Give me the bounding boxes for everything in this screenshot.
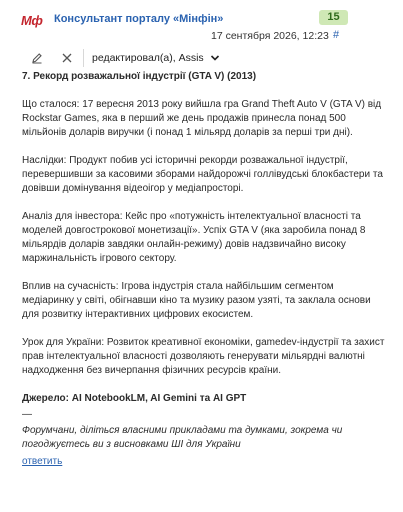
pencil-icon <box>31 52 43 64</box>
minfin-logo: Мф <box>21 13 43 28</box>
post-paragraph-consequences: Наслідки: Продукт побив усі історичні рекорди розважальної індустрії, перевершивши за касовими зборами найдорожчі голлівудські блокбастери та довівши домінування відеоігор у медіапросторі. <box>22 155 383 194</box>
post-paragraph-what-happened: Що сталося: 17 вересня 2013 року вийшла гра Grand Theft Auto V (GTA V) від Rockstar Games, яка в перший же день продажів принесла понад 500 мільйонів доларів виручки (і понад 1 мільярд доларів за перші три дні). <box>22 99 382 138</box>
post-divider: — <box>22 409 32 420</box>
chevron-down-icon <box>210 54 220 62</box>
permalink-hash[interactable]: # <box>333 29 340 41</box>
close-icon <box>61 52 73 64</box>
edited-by-dropdown[interactable] <box>83 49 229 67</box>
reply-link[interactable]: ответить <box>22 456 63 467</box>
post-note: Форумчани, діліться власними прикладами та думками, зокрема чи погоджуєтесь ви з висновками ШІ для України <box>22 425 343 450</box>
post-paragraph-modern-impact: Вплив на сучасність: Ігрова індустрія стала найбільшим сегментом медіаринку у світі, обігнавши кіно та музику разом узяті, та заклала основи для розвитку інтерактивних цифрових екосистем. <box>22 281 371 320</box>
author-link[interactable]: Консультант порталу «Мінфін» <box>54 13 224 25</box>
post-content <box>22 70 387 469</box>
post-title: 7. Рекорд розважальної індустрії (GTA V) (2013) <box>22 71 257 82</box>
delete-button[interactable] <box>58 49 76 67</box>
post-count-badge: 15 <box>319 10 348 25</box>
edited-by-label: редактировал(а), Assis <box>92 52 204 64</box>
edit-button[interactable] <box>28 49 46 67</box>
post-paragraph-ukraine-lesson: Урок для України: Розвиток креативної економіки, gamedev-індустрії та захист прав інтелектуальної власності дозволяють генерувати мільярдні валютні надходження без вичерпання фізичних ресурсів країни. <box>22 337 385 376</box>
post-paragraph-investor-analysis: Аналіз для інвестора: Кейс про «потужність інтелектуальної власності та моделей довгострокової монетизації». Успіх GTA V (яка заробила понад 8 мільярдів доларів завдяки онлайн-режиму) довів надзвичайно високу маржинальність ігрового сектору. <box>22 211 366 264</box>
post-timestamp: 17 сентября 2026, 12:23 <box>211 30 329 42</box>
post-source: Джерело: AI NotebookLM, AI Gemini та AI GPT <box>22 393 247 404</box>
